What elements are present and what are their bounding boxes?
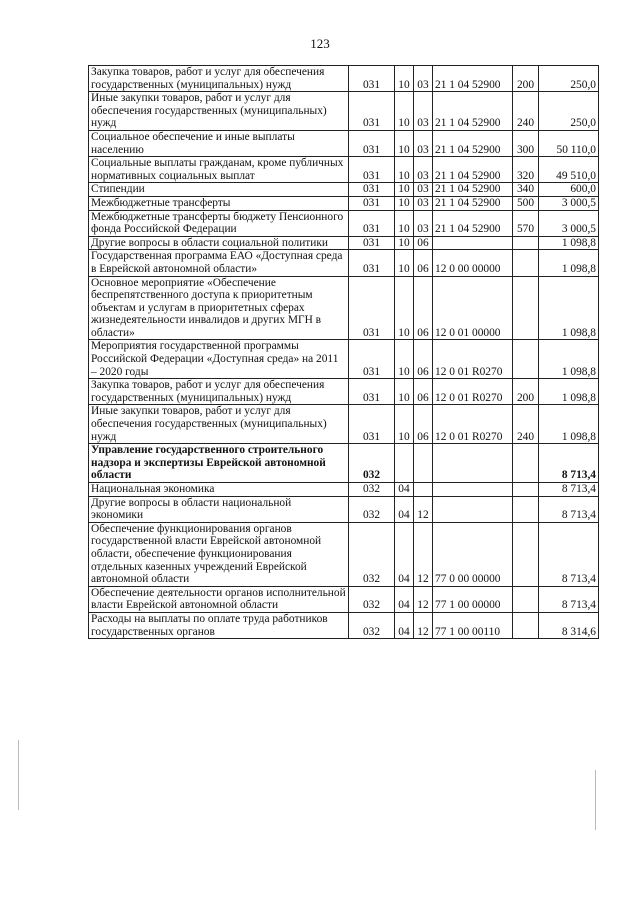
row-amount: 8 713,4 [539,586,599,612]
row-amount: 50 110,0 [539,130,599,156]
row-section: 10 [395,157,414,183]
row-target-article: 77 1 00 00000 [433,586,513,612]
row-section: 10 [395,276,414,340]
row-subsection: 12 [414,496,433,522]
row-admin-code: 031 [349,379,395,405]
row-expense-type: 200 [513,66,539,92]
row-subsection: 03 [414,92,433,131]
row-subsection: 06 [414,276,433,340]
row-amount: 1 098,8 [539,405,599,444]
row-subsection: 03 [414,66,433,92]
table-row [89,379,599,405]
row-amount: 250,0 [539,92,599,131]
row-admin-code: 031 [349,196,395,210]
table-row [89,92,599,131]
row-target-article: 21 1 04 52900 [433,130,513,156]
row-expense-type: 240 [513,92,539,131]
row-expense-type: 500 [513,196,539,210]
table-row [89,612,599,638]
row-target-article: 12 0 01 00000 [433,276,513,340]
row-target-article [433,496,513,522]
row-admin-code: 031 [349,340,395,379]
row-name: Обеспечение деятельности органов исполнительной власти Еврейской автономной области [89,586,349,612]
table-row [89,210,599,236]
row-admin-code: 032 [349,496,395,522]
row-target-article [433,483,513,497]
row-amount: 600,0 [539,183,599,197]
row-section: 10 [395,196,414,210]
row-admin-code: 031 [349,92,395,131]
row-amount: 3 000,5 [539,196,599,210]
table-row [89,183,599,197]
row-admin-code: 032 [349,522,395,586]
row-admin-code: 032 [349,483,395,497]
table-row [89,340,599,379]
row-section: 10 [395,130,414,156]
row-admin-code: 031 [349,405,395,444]
row-amount: 1 098,8 [539,379,599,405]
row-name: Стипендии [89,183,349,197]
row-subsection: 06 [414,405,433,444]
row-expense-type [513,276,539,340]
row-expense-type [513,250,539,276]
row-subsection: 12 [414,586,433,612]
row-amount: 1 098,8 [539,250,599,276]
row-target-article [433,444,513,483]
row-name: Межбюджетные трансферты бюджету Пенсионного фонда Российской Федерации [89,210,349,236]
row-target-article: 12 0 01 R0270 [433,379,513,405]
row-admin-code: 032 [349,612,395,638]
row-section: 04 [395,496,414,522]
row-subsection: 03 [414,157,433,183]
scan-artifact [595,770,596,830]
row-amount: 3 000,5 [539,210,599,236]
row-section: 10 [395,405,414,444]
row-admin-code: 031 [349,157,395,183]
row-expense-type: 200 [513,379,539,405]
row-subsection: 03 [414,183,433,197]
row-section: 10 [395,340,414,379]
row-section [395,444,414,483]
table-row [89,522,599,586]
row-target-article: 21 1 04 52900 [433,183,513,197]
page-number: 123 [310,36,330,51]
scan-artifact [18,740,19,810]
row-admin-code: 031 [349,210,395,236]
budget-table [88,65,599,639]
row-admin-code: 032 [349,586,395,612]
table-row [89,196,599,210]
row-name: Социальное обеспечение и иные выплаты населению [89,130,349,156]
row-amount: 8 713,4 [539,522,599,586]
row-section: 10 [395,236,414,250]
row-admin-code: 031 [349,276,395,340]
table-row [89,276,599,340]
row-target-article [433,236,513,250]
row-name: Другие вопросы в области социальной политики [89,236,349,250]
row-name: Государственная программа ЕАО «Доступная среда в Еврейской автономной области» [89,250,349,276]
row-expense-type [513,340,539,379]
row-expense-type [513,612,539,638]
table-row [89,444,599,483]
row-expense-type [513,483,539,497]
row-subsection [414,444,433,483]
row-expense-type [513,444,539,483]
row-section: 04 [395,586,414,612]
row-name: Иные закупки товаров, работ и услуг для обеспечения государственных (муниципальных) нужд [89,405,349,444]
row-expense-type [513,522,539,586]
row-admin-code: 031 [349,236,395,250]
row-name: Закупка товаров, работ и услуг для обеспечения государственных (муниципальных) нужд [89,66,349,92]
table-row [89,483,599,497]
row-section: 10 [395,92,414,131]
row-subsection: 06 [414,236,433,250]
row-subsection: 06 [414,340,433,379]
row-name: Закупка товаров, работ и услуг для обеспечения государственных (муниципальных) нужд [89,379,349,405]
row-section: 10 [395,183,414,197]
row-amount: 8 713,4 [539,444,599,483]
row-subsection: 03 [414,210,433,236]
row-name: Мероприятия государственной программы Российской Федерации «Доступная среда» на 2011 – 2020 годы [89,340,349,379]
row-section: 04 [395,522,414,586]
row-expense-type: 240 [513,405,539,444]
row-amount: 1 098,8 [539,276,599,340]
row-name: Национальная экономика [89,483,349,497]
row-target-article: 12 0 01 R0270 [433,340,513,379]
table-row [89,236,599,250]
row-section: 04 [395,483,414,497]
row-amount: 8 713,4 [539,483,599,497]
row-name: Межбюджетные трансферты [89,196,349,210]
row-admin-code: 031 [349,183,395,197]
row-section: 10 [395,66,414,92]
row-section: 10 [395,379,414,405]
row-name: Иные закупки товаров, работ и услуг для обеспечения государственных (муниципальных) нужд [89,92,349,131]
row-expense-type: 340 [513,183,539,197]
table-row [89,496,599,522]
row-target-article: 21 1 04 52900 [433,66,513,92]
table-row [89,250,599,276]
row-subsection: 12 [414,522,433,586]
row-admin-code: 031 [349,66,395,92]
table-row [89,157,599,183]
row-subsection: 12 [414,612,433,638]
row-target-article: 77 1 00 00110 [433,612,513,638]
row-expense-type [513,236,539,250]
table-row [89,405,599,444]
row-target-article: 21 1 04 52900 [433,157,513,183]
row-name: Управление государственного строительного надзора и экспертизы Еврейской автономной области [89,444,349,483]
row-expense-type: 570 [513,210,539,236]
row-name: Другие вопросы в области национальной экономики [89,496,349,522]
row-amount: 49 510,0 [539,157,599,183]
row-amount: 1 098,8 [539,340,599,379]
row-section: 10 [395,250,414,276]
table-row [89,130,599,156]
row-expense-type: 320 [513,157,539,183]
row-section: 10 [395,210,414,236]
row-amount: 8 713,4 [539,496,599,522]
row-subsection: 03 [414,196,433,210]
table-row [89,586,599,612]
row-subsection: 06 [414,379,433,405]
row-target-article: 12 0 01 R0270 [433,405,513,444]
row-target-article: 21 1 04 52900 [433,210,513,236]
row-amount: 8 314,6 [539,612,599,638]
row-target-article: 77 0 00 00000 [433,522,513,586]
row-amount: 250,0 [539,66,599,92]
row-expense-type [513,586,539,612]
row-name: Социальные выплаты гражданам, кроме публичных нормативных социальных выплат [89,157,349,183]
row-name: Основное мероприятие «Обеспечение беспрепятственного доступа к приоритетным объектам и услугам в приоритетных сферах жизнедеятельности инвалидов и других МГН в области» [89,276,349,340]
table-row [89,66,599,92]
row-target-article: 12 0 00 00000 [433,250,513,276]
row-admin-code: 032 [349,444,395,483]
row-amount: 1 098,8 [539,236,599,250]
row-expense-type [513,496,539,522]
row-name: Расходы на выплаты по оплате труда работников государственных органов [89,612,349,638]
row-expense-type: 300 [513,130,539,156]
row-admin-code: 031 [349,250,395,276]
row-subsection [414,483,433,497]
row-name: Обеспечение функционирования органов государственной власти Еврейской автономной области, обеспечение функционирования отдельных казенных учреждений Еврейской автономной области [89,522,349,586]
row-target-article: 21 1 04 52900 [433,92,513,131]
row-section: 04 [395,612,414,638]
row-subsection: 06 [414,250,433,276]
row-target-article: 21 1 04 52900 [433,196,513,210]
row-subsection: 03 [414,130,433,156]
row-admin-code: 031 [349,130,395,156]
